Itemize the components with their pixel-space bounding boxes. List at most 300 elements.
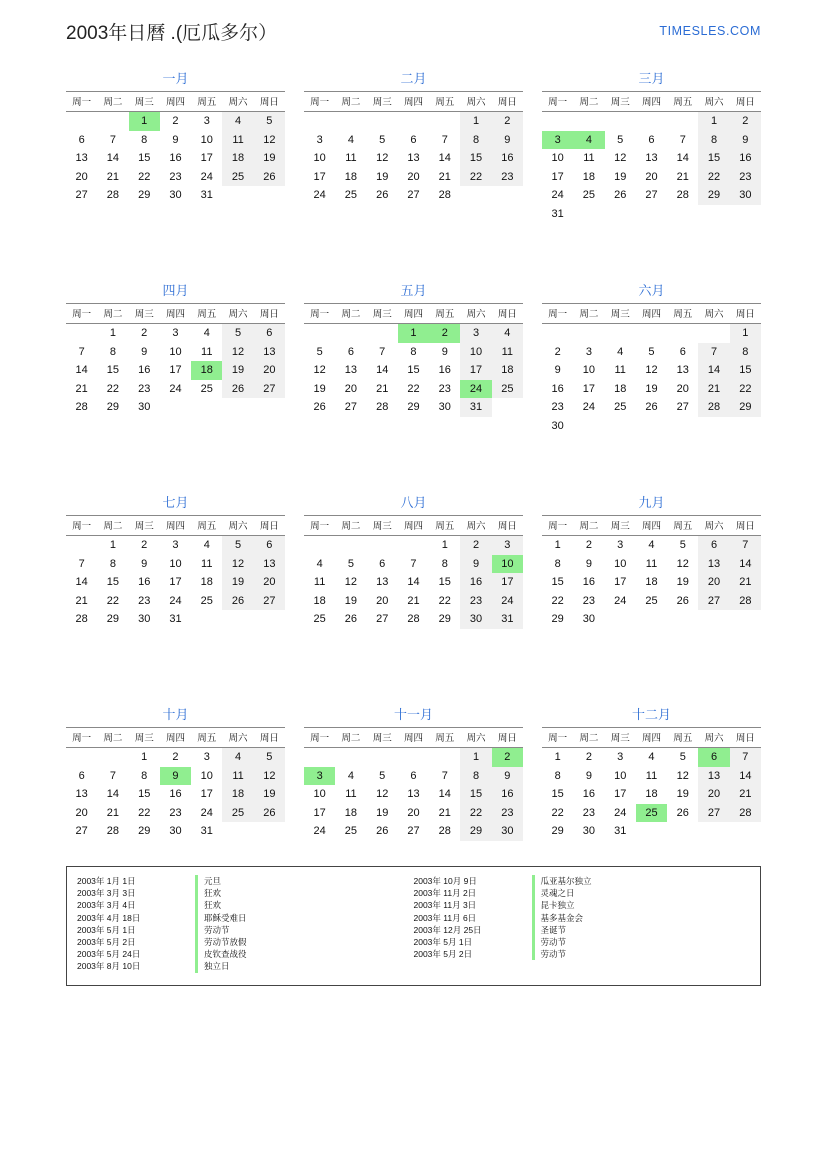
weekday-header: 周六 — [698, 92, 729, 112]
day-cell: 4 — [617, 345, 624, 358]
day-cell: 7 — [78, 557, 85, 570]
day-cell: 14 — [75, 576, 88, 589]
weekday-header: 周二 — [335, 728, 366, 748]
page-title: 2003年日曆 .(厄瓜多尔） — [66, 23, 278, 44]
weekday-header: 周一 — [304, 728, 335, 748]
weekday-header: 周一 — [542, 304, 573, 324]
empty-cell — [605, 417, 636, 436]
weekday-header: 周日 — [492, 728, 523, 748]
weekday-header: 周四 — [398, 304, 429, 324]
day-cell: 4 — [648, 751, 655, 764]
day-cell: 5 — [648, 345, 655, 358]
legend-holiday-name: 独立日 — [195, 960, 414, 972]
day-cell: 19 — [222, 573, 253, 592]
day-cell: 1 — [698, 112, 729, 131]
months-row — [66, 492, 761, 704]
day-cell: 13 — [407, 788, 420, 801]
day-cell: 27 — [376, 613, 389, 626]
day-cell: 28 — [698, 398, 729, 417]
day-cell: 3 — [203, 115, 210, 128]
day-cell: 2 — [141, 539, 148, 552]
week-row — [66, 785, 285, 804]
day-cell: 1 — [730, 324, 761, 343]
day-cell-holiday: 10 — [492, 555, 523, 574]
day-cell: 14 — [106, 788, 120, 801]
weekday-header: 周三 — [367, 304, 398, 324]
week-row — [304, 186, 523, 205]
day-cell: 10 — [313, 788, 326, 801]
week-row — [66, 324, 285, 343]
day-cell: 12 — [376, 152, 389, 165]
month-table — [542, 727, 761, 841]
week-row — [542, 361, 761, 380]
day-cell: 9 — [441, 345, 448, 358]
week-row — [304, 131, 523, 150]
month-table — [542, 303, 761, 435]
day-cell: 8 — [730, 343, 761, 362]
weekday-header-row — [542, 304, 761, 324]
weekday-header: 周二 — [335, 516, 366, 536]
month-title: 九月 — [638, 495, 665, 510]
day-cell: 8 — [441, 557, 448, 570]
weekday-header: 周四 — [160, 516, 191, 536]
day-cell: 28 — [438, 189, 451, 202]
week-row — [304, 822, 523, 841]
weekday-header: 周日 — [254, 304, 285, 324]
day-cell: 22 — [551, 806, 564, 819]
day-cell: 11 — [345, 788, 357, 801]
day-cell: 28 — [376, 401, 389, 414]
day-cell: 13 — [254, 343, 285, 362]
day-cell: 11 — [645, 769, 658, 782]
day-cell: 16 — [460, 573, 491, 592]
day-cell: 28 — [75, 401, 88, 414]
day-cell: 28 — [438, 825, 451, 838]
week-row — [66, 398, 285, 417]
day-cell: 11 — [583, 152, 595, 165]
day-cell: 31 — [460, 398, 491, 417]
weekday-header: 周六 — [222, 516, 253, 536]
day-cell: 15 — [551, 576, 564, 589]
day-cell: 15 — [106, 576, 120, 589]
day-cell: 16 — [492, 149, 523, 168]
month-title: 十二月 — [631, 707, 671, 722]
week-row — [542, 555, 761, 574]
empty-cell — [636, 205, 667, 224]
weekday-header: 周六 — [698, 304, 729, 324]
empty-cell — [367, 748, 398, 767]
weekday-header: 周二 — [97, 304, 128, 324]
day-cell: 20 — [75, 170, 88, 183]
day-cell: 9 — [554, 364, 561, 377]
day-cell: 16 — [582, 576, 596, 589]
day-cell: 7 — [379, 345, 386, 358]
week-row — [542, 398, 761, 417]
weekday-header: 周三 — [605, 92, 636, 112]
day-cell: 12 — [254, 131, 285, 150]
month-table — [304, 727, 523, 841]
day-cell: 5 — [254, 748, 285, 767]
week-row — [542, 168, 761, 187]
month-block — [66, 68, 285, 280]
day-cell-holiday: 24 — [460, 380, 491, 399]
day-cell: 18 — [582, 170, 596, 183]
weekday-header-row — [304, 92, 523, 112]
day-cell: 17 — [551, 170, 564, 183]
weekday-header: 周四 — [160, 304, 191, 324]
day-cell: 3 — [617, 751, 624, 764]
day-cell: 20 — [254, 573, 285, 592]
weekday-header: 周日 — [730, 728, 761, 748]
week-row — [542, 573, 761, 592]
day-cell: 16 — [582, 788, 596, 801]
day-cell: 15 — [730, 361, 761, 380]
week-row — [304, 767, 523, 786]
day-cell: 17 — [313, 806, 326, 819]
month-table — [66, 303, 285, 417]
day-cell: 8 — [141, 133, 148, 146]
weekday-header: 周五 — [429, 728, 460, 748]
empty-cell — [542, 324, 573, 343]
day-cell: 21 — [407, 594, 420, 607]
week-row — [66, 555, 285, 574]
month-title: 二月 — [400, 71, 427, 86]
day-cell: 5 — [379, 769, 386, 782]
month-table — [304, 91, 523, 205]
legend-holiday-name: 劳动节 — [532, 948, 751, 960]
month-block — [66, 492, 285, 704]
day-cell: 15 — [438, 576, 451, 589]
day-cell: 9 — [172, 133, 179, 146]
empty-cell — [636, 324, 667, 343]
day-cell: 24 — [313, 825, 326, 838]
empty-cell — [636, 822, 667, 841]
empty-cell — [398, 112, 429, 131]
day-cell: 2 — [585, 539, 592, 552]
weekday-header-row — [542, 92, 761, 112]
weekday-header: 周一 — [304, 92, 335, 112]
day-cell: 6 — [648, 133, 655, 146]
empty-cell — [304, 324, 335, 343]
week-row — [66, 343, 285, 362]
day-cell: 9 — [492, 131, 523, 150]
weekday-header-row — [304, 728, 523, 748]
week-row — [304, 785, 523, 804]
day-cell: 14 — [438, 788, 451, 801]
day-cell: 27 — [75, 825, 88, 838]
day-cell: 4 — [492, 324, 523, 343]
day-cell: 4 — [222, 112, 253, 131]
day-cell: 1 — [460, 748, 491, 767]
day-cell: 5 — [222, 324, 253, 343]
week-row — [542, 324, 761, 343]
week-row — [304, 112, 523, 131]
week-row — [304, 324, 523, 343]
day-cell: 16 — [551, 382, 564, 395]
empty-cell — [730, 205, 761, 224]
day-cell: 18 — [344, 806, 358, 819]
day-cell: 2 — [172, 115, 179, 128]
month-title: 七月 — [162, 495, 189, 510]
day-cell: 9 — [141, 557, 148, 570]
empty-cell — [492, 398, 523, 417]
day-cell: 17 — [200, 788, 213, 801]
day-cell: 5 — [316, 345, 323, 358]
weekday-header-row — [66, 728, 285, 748]
day-cell: 9 — [730, 131, 761, 150]
day-cell: 12 — [676, 769, 689, 782]
day-cell: 23 — [169, 806, 182, 819]
day-cell: 25 — [200, 594, 213, 607]
day-cell: 10 — [169, 557, 182, 570]
day-cell: 12 — [222, 343, 253, 362]
day-cell: 5 — [254, 112, 285, 131]
week-row — [542, 380, 761, 399]
legend-holiday-name: 灵魂之日 — [532, 887, 751, 899]
day-cell: 3 — [172, 539, 179, 552]
day-cell: 24 — [200, 170, 213, 183]
day-cell: 3 — [617, 539, 624, 552]
day-cell: 19 — [313, 382, 326, 395]
weekday-header: 周二 — [335, 92, 366, 112]
day-cell: 23 — [169, 170, 182, 183]
empty-cell — [191, 398, 222, 417]
empty-cell — [335, 748, 366, 767]
day-cell: 29 — [438, 613, 451, 626]
months-grid — [66, 68, 761, 916]
month-block — [304, 280, 523, 492]
empty-cell — [97, 112, 128, 131]
day-cell: 24 — [614, 806, 627, 819]
day-cell: 29 — [106, 613, 120, 626]
week-row — [542, 785, 761, 804]
day-cell: 29 — [106, 401, 120, 414]
day-cell: 4 — [347, 133, 354, 146]
day-cell: 19 — [376, 806, 389, 819]
day-cell: 6 — [379, 557, 386, 570]
weekday-header: 周六 — [222, 92, 253, 112]
day-cell: 2 — [585, 751, 592, 764]
day-cell: 24 — [614, 594, 627, 607]
brand-link[interactable]: TIMESLES.COM — [659, 24, 761, 38]
weekday-header: 周四 — [636, 304, 667, 324]
month-block — [542, 280, 761, 492]
day-cell: 27 — [407, 825, 420, 838]
month-block — [542, 68, 761, 280]
empty-cell — [222, 398, 253, 417]
day-cell: 3 — [492, 536, 523, 555]
day-cell-holiday: 18 — [191, 361, 222, 380]
day-cell: 4 — [648, 539, 655, 552]
empty-cell — [97, 748, 128, 767]
day-cell: 16 — [438, 364, 451, 377]
day-cell: 19 — [614, 170, 627, 183]
day-cell: 27 — [75, 189, 88, 202]
day-cell: 7 — [679, 133, 686, 146]
day-cell: 14 — [75, 364, 88, 377]
day-cell: 5 — [679, 751, 686, 764]
legend-date: 2003年 8月 10日 — [77, 961, 141, 972]
week-row — [304, 168, 523, 187]
empty-cell — [605, 205, 636, 224]
day-cell: 26 — [614, 189, 627, 202]
day-cell: 7 — [109, 133, 116, 146]
day-cell: 4 — [203, 539, 210, 552]
empty-cell — [191, 610, 222, 629]
day-cell: 22 — [438, 594, 451, 607]
day-cell: 13 — [698, 767, 729, 786]
day-cell: 12 — [313, 364, 326, 377]
week-row — [304, 573, 523, 592]
month-title: 四月 — [162, 283, 189, 298]
day-cell: 26 — [676, 594, 689, 607]
day-cell: 20 — [698, 573, 729, 592]
day-cell: 27 — [698, 592, 729, 611]
day-cell: 27 — [645, 189, 658, 202]
day-cell: 23 — [492, 804, 523, 823]
day-cell: 30 — [730, 186, 761, 205]
day-cell: 23 — [582, 806, 596, 819]
weekday-header: 周一 — [66, 92, 97, 112]
week-row — [304, 555, 523, 574]
day-cell: 17 — [200, 152, 213, 165]
day-cell: 19 — [222, 361, 253, 380]
weekday-header: 周日 — [730, 516, 761, 536]
empty-cell — [160, 398, 191, 417]
empty-cell — [222, 822, 253, 841]
day-cell: 31 — [200, 825, 213, 838]
empty-cell — [605, 610, 636, 629]
day-cell: 1 — [554, 539, 561, 552]
page-header — [66, 18, 761, 52]
day-cell: 7 — [78, 345, 85, 358]
day-cell: 29 — [407, 401, 420, 414]
legend-holiday-name: 耶稣受难日 — [195, 912, 414, 924]
weekday-header: 周二 — [97, 516, 128, 536]
day-cell: 13 — [645, 152, 658, 165]
month-table — [542, 91, 761, 223]
day-cell: 22 — [551, 594, 564, 607]
day-cell: 10 — [614, 557, 627, 570]
day-cell: 17 — [313, 170, 326, 183]
day-cell: 19 — [254, 785, 285, 804]
day-cell: 15 — [460, 149, 491, 168]
empty-cell — [335, 324, 366, 343]
empty-cell — [367, 112, 398, 131]
day-cell: 28 — [106, 189, 120, 202]
weekday-header: 周四 — [636, 92, 667, 112]
week-row — [542, 417, 761, 436]
weekday-header: 周五 — [191, 728, 222, 748]
weekday-header-row — [66, 304, 285, 324]
empty-cell — [335, 536, 366, 555]
weekday-header: 周三 — [605, 304, 636, 324]
day-cell: 14 — [106, 152, 120, 165]
month-title: 八月 — [400, 495, 427, 510]
day-cell: 12 — [222, 555, 253, 574]
day-cell: 27 — [344, 401, 358, 414]
day-cell: 8 — [141, 769, 148, 782]
empty-cell — [304, 748, 335, 767]
day-cell: 21 — [438, 170, 451, 183]
legend-dates-right — [414, 875, 532, 973]
week-row — [66, 573, 285, 592]
empty-cell — [398, 748, 429, 767]
day-cell: 17 — [169, 364, 182, 377]
day-cell: 30 — [438, 401, 451, 414]
weekday-header: 周日 — [492, 304, 523, 324]
day-cell: 20 — [407, 170, 420, 183]
empty-cell — [573, 205, 604, 224]
day-cell: 23 — [138, 594, 151, 607]
weekday-header: 周一 — [304, 304, 335, 324]
day-cell: 19 — [344, 594, 358, 607]
weekday-header: 周一 — [304, 516, 335, 536]
day-cell: 26 — [254, 168, 285, 187]
month-block — [66, 280, 285, 492]
day-cell: 12 — [614, 152, 627, 165]
day-cell: 18 — [344, 170, 358, 183]
day-cell: 18 — [222, 785, 253, 804]
day-cell: 12 — [254, 767, 285, 786]
day-cell: 3 — [172, 327, 179, 340]
day-cell: 3 — [460, 324, 491, 343]
day-cell: 23 — [551, 401, 564, 414]
weekday-header: 周六 — [222, 728, 253, 748]
day-cell: 8 — [554, 557, 561, 570]
day-cell: 10 — [313, 152, 326, 165]
week-row — [304, 610, 523, 629]
day-cell: 27 — [254, 380, 285, 399]
day-cell: 24 — [200, 806, 213, 819]
weekday-header: 周六 — [460, 304, 491, 324]
legend-date: 2003年 11月 3日 — [413, 900, 477, 911]
day-cell: 28 — [106, 825, 120, 838]
empty-cell — [254, 186, 285, 205]
day-cell: 23 — [460, 592, 491, 611]
day-cell: 2 — [460, 536, 491, 555]
day-cell: 5 — [222, 536, 253, 555]
weekday-header: 周二 — [97, 728, 128, 748]
week-row — [66, 361, 285, 380]
day-cell: 23 — [492, 168, 523, 187]
day-cell: 14 — [730, 555, 761, 574]
day-cell: 19 — [645, 382, 658, 395]
day-cell: 20 — [376, 594, 389, 607]
day-cell: 24 — [313, 189, 326, 202]
weekday-header: 周五 — [191, 304, 222, 324]
day-cell: 7 — [698, 343, 729, 362]
weekday-header: 周日 — [492, 516, 523, 536]
day-cell: 28 — [407, 613, 420, 626]
day-cell: 8 — [698, 131, 729, 150]
day-cell: 25 — [344, 825, 358, 838]
day-cell: 11 — [313, 576, 326, 589]
weekday-header: 周二 — [573, 92, 604, 112]
weekday-header: 周三 — [129, 304, 160, 324]
day-cell: 30 — [551, 419, 564, 432]
day-cell-holiday: 9 — [160, 767, 191, 786]
week-row — [542, 804, 761, 823]
month-title: 五月 — [400, 283, 427, 298]
weekday-header: 周二 — [573, 304, 604, 324]
weekday-header: 周二 — [573, 728, 604, 748]
day-cell: 6 — [78, 769, 85, 782]
day-cell: 15 — [407, 364, 420, 377]
day-cell: 21 — [698, 380, 729, 399]
day-cell: 21 — [376, 382, 389, 395]
weekday-header: 周三 — [367, 728, 398, 748]
